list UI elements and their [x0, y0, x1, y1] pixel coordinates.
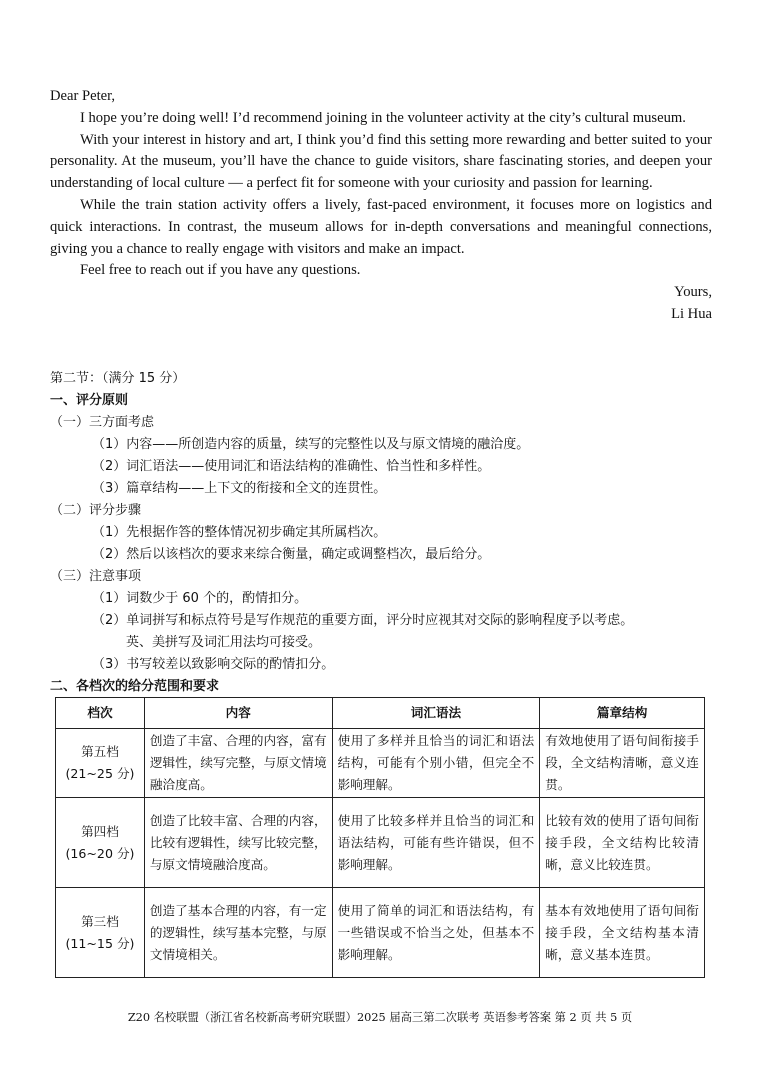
- level-name: 第三档: [81, 913, 119, 929]
- sub1-heading: （一）三方面考虑: [50, 415, 155, 430]
- structure-cell: 比较有效的使用了语句间衔接手段，全文结构比较清晰，意义比较连贯。: [540, 798, 705, 888]
- table-row: [56, 888, 705, 978]
- letter-paragraph: While the train station activity offers a lively, fast-paced environment, it focuses more on logistics and quick interactions. In contrast, the museum allows for in-depth conversations and meaningful connections, giving you a chance to really engage with visitors and make an impact.: [50, 196, 712, 257]
- level-name: 第五档: [81, 744, 119, 759]
- column-header: 篇章结构: [540, 698, 705, 729]
- level-range: (21~25 分): [65, 766, 135, 781]
- sub3-item: （2）单词拼写和标点符号是写作规范的重要方面，评分时应视其对交际的影响程度予以考虑。: [92, 613, 634, 628]
- table-header-row: [56, 698, 705, 729]
- content-cell: 创造了比较丰富、合理的内容，比较有逻辑性，续写比较完整，与原文情境融洽度高。: [144, 798, 332, 888]
- sub2-item: （2）然后以该档次的要求来综合衡量，确定或调整档次，最后给分。: [92, 547, 491, 562]
- level-cell: [56, 888, 145, 978]
- letter-greeting: Dear Peter,: [50, 88, 116, 104]
- structure-cell: 有效地使用了语句间衔接手段，全文结构清晰，意义连贯。: [540, 729, 705, 798]
- column-header: 内容: [144, 698, 332, 729]
- letter-paragraph: I hope you’re doing well! I’d recommend joining in the volunteer activity at the city’s cultural museum.: [80, 109, 686, 126]
- letter-closing: Yours,: [674, 284, 712, 301]
- level-cell: [56, 798, 145, 888]
- content-cell: 创造了丰富、合理的内容，富有逻辑性，续写完整，与原文情境融洽度高。: [144, 729, 332, 798]
- letter-signature: Li Hua: [671, 305, 712, 322]
- part2-heading: 二、各档次的给分范围和要求: [50, 679, 220, 694]
- model-letter: [50, 86, 712, 326]
- table-row: [56, 798, 705, 888]
- level-name: 第四档: [81, 823, 119, 839]
- scoring-section: [50, 368, 720, 698]
- column-header: 档次: [56, 698, 145, 729]
- sub3-item-continued: 英、美拼写及词汇用法均可接受。: [126, 635, 322, 650]
- vocab-cell: 使用了比较多样并且恰当的词汇和语法结构，可能有些许错误，但不影响理解。: [332, 798, 540, 888]
- grading-table: [55, 697, 705, 978]
- sub1-item: （2）词汇语法——使用词汇和语法结构的准确性、恰当性和多样性。: [92, 459, 491, 474]
- table-row: [56, 729, 705, 798]
- section-title: 第二节：（满分 15 分）: [50, 371, 186, 386]
- vocab-cell: 使用了多样并且恰当的词汇和语法结构，可能有个别小错，但完全不影响理解。: [332, 729, 540, 798]
- sub3-item: （1）词数少于 60 个的，酌情扣分。: [92, 591, 308, 606]
- level-range: (16~20 分): [65, 845, 135, 861]
- part1-heading: 一、评分原则: [50, 393, 129, 408]
- level-cell: [56, 729, 145, 798]
- letter-paragraph: Feel free to reach out if you have any questions.: [80, 262, 361, 279]
- letter-paragraph: With your interest in history and art, I think you’d find this setting more rewarding and better suited to your personality. At the museum, you’ll have the chance to guide visitors, share fascinating stories, and deepen your understanding of local culture — a perfect fit for someone with your curiosity and passion for learning.: [50, 131, 712, 192]
- sub3-item: （3）书写较差以致影响交际的酌情扣分。: [92, 657, 335, 672]
- sub2-item: （1）先根据作答的整体情况初步确定其所属档次。: [92, 525, 387, 540]
- sub1-item: （1）内容——所创造内容的质量，续写的完整性以及与原文情境的融洽度。: [92, 437, 530, 452]
- sub3-heading: （三）注意事项: [50, 569, 142, 584]
- page-footer: Z20 名校联盟（浙江省名校新高考研究联盟）2025 届高三第二次联考 英语参考答案 第 2 页 共 5 页: [127, 1011, 633, 1024]
- sub1-item: （3）篇章结构——上下文的衔接和全文的连贯性。: [92, 481, 387, 496]
- vocab-cell: 使用了简单的词汇和语法结构，有一些错误或不恰当之处，但基本不影响理解。: [332, 888, 540, 978]
- content-cell: 创造了基本合理的内容，有一定的逻辑性，续写基本完整，与原文情境相关。: [144, 888, 332, 978]
- column-header: 词汇语法: [332, 698, 540, 729]
- level-range: (11~15 分): [65, 935, 135, 951]
- structure-cell: 基本有效地使用了语句间衔接手段，全文结构基本清晰，意义基本连贯。: [540, 888, 705, 978]
- sub2-heading: （二）评分步骤: [50, 503, 142, 518]
